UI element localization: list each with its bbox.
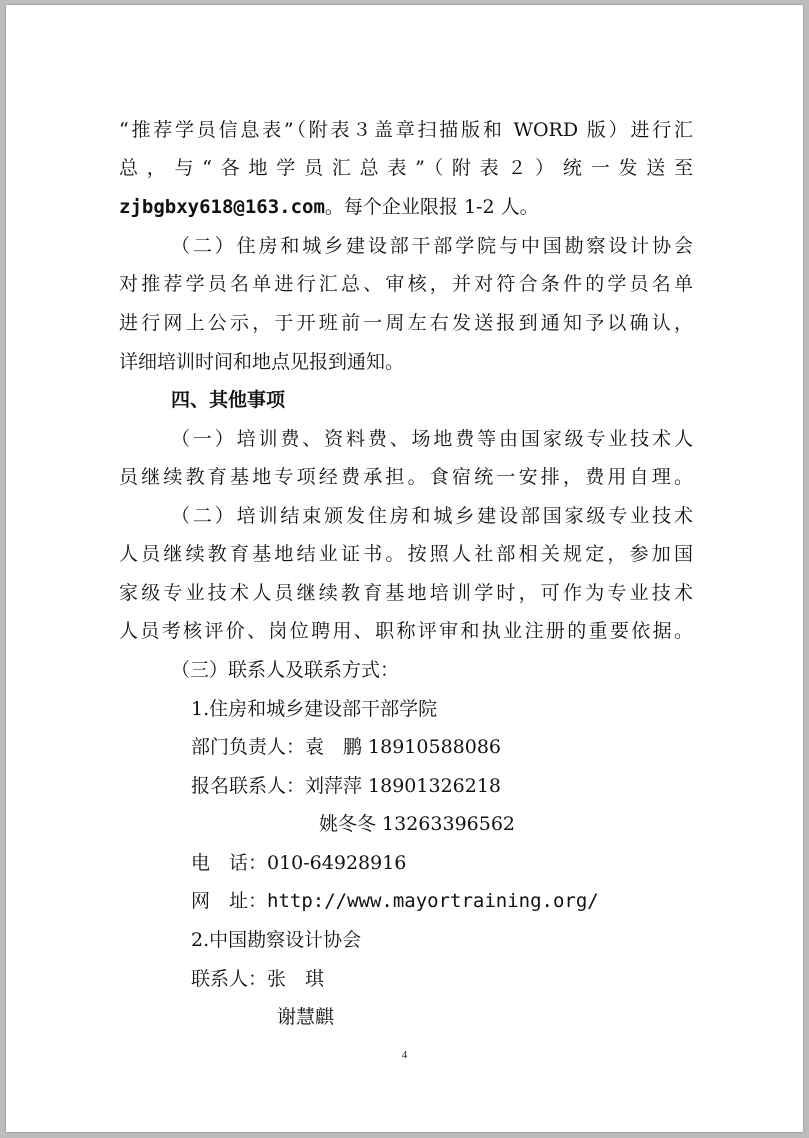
org2-contact: 联系人：张 琪: [191, 968, 325, 990]
other2-line-3: 家级专业技术人员继续教育基地培训学时，可作为专业技术: [119, 582, 693, 604]
org1-name: 1.住房和城乡建设部干部学院: [191, 698, 438, 720]
item2-line-2: 对推荐学员名单进行汇总、审核，并对符合条件的学员名单: [119, 273, 693, 295]
other1-line-1: （一）培训费、资料费、场地费等由国家级专业技术人: [171, 428, 693, 450]
item2-line-1: （二）住房和城乡建设部干部学院与中国勘察设计协会: [171, 235, 693, 257]
website-link[interactable]: http://www.mayortraining.org/: [267, 890, 599, 912]
item2-line-4: 详细培训时间和地点见报到通知。: [119, 351, 405, 373]
other2-line-2: 人员继续教育基地结业证书。按照人社部相关规定，参加国: [119, 543, 693, 565]
document-page: [6, 5, 803, 1132]
section4-heading: 四、其他事项: [171, 389, 286, 411]
website-label: 网 址：: [191, 890, 268, 912]
other2-line-1: （二）培训结束颁发住房和城乡建设部国家级专业技术: [171, 505, 693, 527]
section3-line-2: 总，与“各地学员汇总表”（附表２）统一发送至: [119, 157, 693, 179]
org2-name: 2.中国勘察设计协会: [191, 929, 362, 951]
org2-contact-2: 谢慧麒: [277, 1006, 335, 1028]
other1-line-2: 员继续教育基地专项经费承担。食宿统一安排，费用自理。: [119, 466, 693, 488]
phone-line: 电 话：010-64928916: [191, 852, 407, 874]
website-line: [191, 882, 765, 920]
section3-line-1: “推荐学员信息表”（附表３盖章扫描版和 WORD 版）进行汇: [119, 119, 693, 141]
section3-line-3: [119, 188, 693, 226]
signup-contact: 报名联系人：刘萍萍 18901326218: [191, 775, 502, 797]
email-address: zjbgbxy618@163.com: [119, 196, 325, 218]
section3-line-3-rest: 。每个企业限报 1-2 人。: [324, 196, 539, 218]
dept-head-contact: 部门负责人：袁 鹏 18910588086: [191, 736, 502, 758]
contacts-heading: （三）联系人及联系方式：: [171, 659, 400, 681]
other2-line-4: 人员考核评价、岗位聘用、职称评审和执业注册的重要依据。: [119, 620, 693, 642]
page-number: 4: [401, 1049, 408, 1061]
item2-line-3: 进行网上公示，于开班前一周左右发送报到通知予以确认，: [119, 312, 693, 334]
signup-contact-2: 姚冬冬 13263396562: [319, 813, 516, 835]
